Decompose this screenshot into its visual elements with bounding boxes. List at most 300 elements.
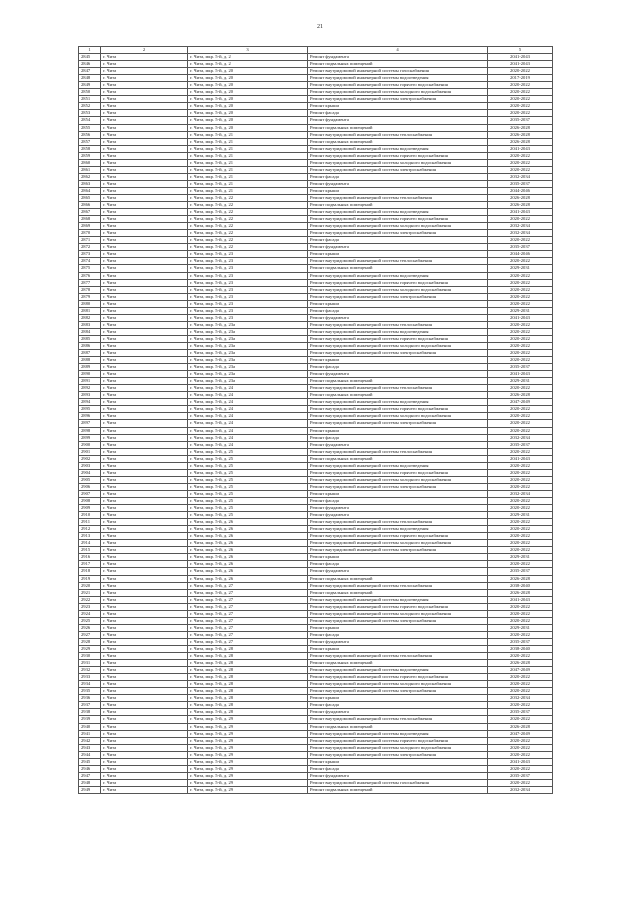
period-cell: 2029-2031 (488, 307, 553, 314)
period-cell: 2035-2037 (488, 709, 553, 716)
locality-cell: г. Чита (101, 462, 188, 469)
table-row (79, 194, 553, 201)
period-cell: 2041-2043 (488, 596, 553, 603)
row-number-cell: 2946 (79, 765, 101, 772)
locality-cell: г. Чита (101, 681, 188, 688)
period-cell: 2026-2028 (488, 575, 553, 582)
address-cell: г. Чита, мкр. 5-й, д. 21 (188, 138, 308, 145)
locality-cell: г. Чита (101, 786, 188, 793)
work-type-cell: Ремонт подвальных помещений (308, 138, 488, 145)
address-cell: г. Чита, мкр. 5-й, д. 23а (188, 342, 308, 349)
row-number-cell: 2911 (79, 519, 101, 526)
period-cell: 2020-2022 (488, 342, 553, 349)
locality-cell: г. Чита (101, 533, 188, 540)
row-number-cell: 2929 (79, 645, 101, 652)
period-cell: 2020-2022 (488, 526, 553, 533)
address-cell: г. Чита, мкр. 5-й, д. 24 (188, 385, 308, 392)
locality-cell: г. Чита (101, 638, 188, 645)
locality-cell: г. Чита (101, 371, 188, 378)
table-row (79, 420, 553, 427)
work-type-cell: Ремонт подвальных помещений (308, 392, 488, 399)
locality-cell: г. Чита (101, 772, 188, 779)
address-cell: г. Чита, мкр. 5-й, д. 24 (188, 420, 308, 427)
period-cell: 2020-2022 (488, 737, 553, 744)
row-number-cell: 2949 (79, 786, 101, 793)
period-cell: 2035-2037 (488, 568, 553, 575)
row-number-cell: 2876 (79, 272, 101, 279)
locality-cell: г. Чита (101, 653, 188, 660)
period-cell: 2032-2034 (488, 434, 553, 441)
table-row (79, 138, 553, 145)
table-row (79, 695, 553, 702)
work-type-cell: Ремонт фасада (308, 702, 488, 709)
row-number-cell: 2859 (79, 152, 101, 159)
address-cell: г. Чита, мкр. 5-й, д. 22 (188, 209, 308, 216)
locality-cell: г. Чита (101, 476, 188, 483)
period-cell: 2020-2022 (488, 427, 553, 434)
locality-cell: г. Чита (101, 223, 188, 230)
period-cell: 2020-2022 (488, 110, 553, 117)
row-number-cell: 2912 (79, 526, 101, 533)
table-row (79, 61, 553, 68)
work-type-cell: Ремонт подвальных помещений (308, 265, 488, 272)
work-type-cell: Ремонт внутридомовой инженерной системы горячего водоснабжения (308, 674, 488, 681)
work-type-cell: Ремонт внутридомовой инженерной системы водоотведения (308, 399, 488, 406)
period-cell: 2020-2022 (488, 385, 553, 392)
row-number-cell: 2865 (79, 194, 101, 201)
locality-cell: г. Чита (101, 575, 188, 582)
row-number-cell: 2858 (79, 145, 101, 152)
work-type-cell: Ремонт внутридомовой инженерной системы электроснабжения (308, 293, 488, 300)
locality-cell: г. Чита (101, 589, 188, 596)
table-row (79, 709, 553, 716)
period-cell: 2020-2022 (488, 286, 553, 293)
locality-cell: г. Чита (101, 519, 188, 526)
work-type-cell: Ремонт внутридомовой инженерной системы холодного водоснабжения (308, 286, 488, 293)
row-number-cell: 2910 (79, 512, 101, 519)
row-number-cell: 2849 (79, 82, 101, 89)
table-row (79, 237, 553, 244)
work-type-cell: Ремонт внутридомовой инженерной системы электроснабжения (308, 230, 488, 237)
locality-cell: г. Чита (101, 364, 188, 371)
period-cell: 2026-2028 (488, 589, 553, 596)
locality-cell: г. Чита (101, 709, 188, 716)
address-cell: г. Чита, мкр. 5-й, д. 28 (188, 674, 308, 681)
row-number-cell: 2850 (79, 89, 101, 96)
address-cell: г. Чита, мкр. 5-й, д. 24 (188, 392, 308, 399)
address-cell: г. Чита, мкр. 5-й, д. 27 (188, 617, 308, 624)
period-cell: 2035-2037 (488, 441, 553, 448)
period-cell: 2020-2022 (488, 469, 553, 476)
period-cell: 2026-2028 (488, 660, 553, 667)
row-number-cell: 2907 (79, 490, 101, 497)
locality-cell: г. Чита (101, 695, 188, 702)
locality-cell: г. Чита (101, 194, 188, 201)
table-row (79, 427, 553, 434)
period-cell: 2041-2043 (488, 758, 553, 765)
table-row (79, 737, 553, 744)
row-number-cell: 2919 (79, 575, 101, 582)
address-cell: г. Чита, мкр. 5-й, д. 25 (188, 490, 308, 497)
period-cell: 2020-2022 (488, 610, 553, 617)
table-row (79, 258, 553, 265)
work-type-cell: Ремонт подвальных помещений (308, 660, 488, 667)
work-type-cell: Ремонт внутридомовой инженерной системы водоотведения (308, 730, 488, 737)
locality-cell: г. Чита (101, 54, 188, 61)
address-cell: г. Чита, мкр. 5-й, д. 29 (188, 730, 308, 737)
column-header-1: 1 (79, 47, 101, 54)
table-row (79, 596, 553, 603)
period-cell: 2047-2049 (488, 667, 553, 674)
table-row (79, 124, 553, 131)
locality-cell: г. Чита (101, 307, 188, 314)
table-row (79, 498, 553, 505)
period-cell: 2029-2031 (488, 554, 553, 561)
row-number-cell: 2861 (79, 166, 101, 173)
period-cell: 2020-2022 (488, 561, 553, 568)
address-cell: г. Чита, мкр. 5-й, д. 23а (188, 321, 308, 328)
locality-cell: г. Чита (101, 512, 188, 519)
address-cell: г. Чита, мкр. 5-й, д. 21 (188, 152, 308, 159)
locality-cell: г. Чита (101, 490, 188, 497)
period-cell: 2035-2037 (488, 117, 553, 124)
table-row (79, 307, 553, 314)
period-cell: 2020-2022 (488, 462, 553, 469)
work-type-cell: Ремонт крыши (308, 427, 488, 434)
address-cell: г. Чита, мкр. 5-й, д. 28 (188, 660, 308, 667)
row-number-cell: 2945 (79, 758, 101, 765)
period-cell: 2026-2028 (488, 131, 553, 138)
table-row (79, 786, 553, 793)
row-number-cell: 2932 (79, 667, 101, 674)
locality-cell: г. Чита (101, 420, 188, 427)
address-cell: г. Чита, мкр. 5-й, д. 27 (188, 638, 308, 645)
row-number-cell: 2917 (79, 561, 101, 568)
locality-cell: г. Чита (101, 300, 188, 307)
address-cell: г. Чита, мкр. 5-й, д. 27 (188, 582, 308, 589)
work-type-cell: Ремонт подвальных помещений (308, 124, 488, 131)
table-row (79, 660, 553, 667)
work-type-cell: Ремонт фундамента (308, 117, 488, 124)
work-type-cell: Ремонт фасада (308, 765, 488, 772)
repair-schedule-table (78, 46, 553, 794)
locality-cell: г. Чита (101, 385, 188, 392)
table-row (79, 716, 553, 723)
period-cell: 2020-2022 (488, 688, 553, 695)
table-row (79, 533, 553, 540)
address-cell: г. Чита, мкр. 5-й, д. 29 (188, 744, 308, 751)
locality-cell: г. Чита (101, 209, 188, 216)
row-number-cell: 2925 (79, 617, 101, 624)
address-cell: г. Чита, мкр. 5-й, д. 23 (188, 293, 308, 300)
locality-cell: г. Чита (101, 547, 188, 554)
locality-cell: г. Чита (101, 483, 188, 490)
address-cell: г. Чита, мкр. 5-й, д. 21 (188, 187, 308, 194)
work-type-cell: Ремонт внутридомовой инженерной системы электроснабжения (308, 617, 488, 624)
row-number-cell: 2926 (79, 624, 101, 631)
period-cell: 2020-2022 (488, 216, 553, 223)
address-cell: г. Чита, мкр. 5-й, д. 27 (188, 596, 308, 603)
table-row (79, 145, 553, 152)
period-cell: 2035-2037 (488, 364, 553, 371)
row-number-cell: 2877 (79, 279, 101, 286)
work-type-cell: Ремонт внутридомовой инженерной системы водоотведения (308, 596, 488, 603)
row-number-cell: 2927 (79, 631, 101, 638)
work-type-cell: Ремонт внутридомовой инженерной системы электроснабжения (308, 547, 488, 554)
locality-cell: г. Чита (101, 561, 188, 568)
work-type-cell: Ремонт фундамента (308, 772, 488, 779)
table-row (79, 335, 553, 342)
period-cell: 2029-2031 (488, 512, 553, 519)
address-cell: г. Чита, мкр. 5-й, д. 29 (188, 779, 308, 786)
period-cell: 2020-2022 (488, 328, 553, 335)
table-row (79, 272, 553, 279)
address-cell: г. Чита, мкр. 5-й, д. 29 (188, 765, 308, 772)
period-cell: 2035-2037 (488, 772, 553, 779)
work-type-cell: Ремонт внутридомовой инженерной системы горячего водоснабжения (308, 533, 488, 540)
work-type-cell: Ремонт крыши (308, 490, 488, 497)
address-cell: г. Чита, мкр. 5-й, д. 26 (188, 533, 308, 540)
table-row (79, 364, 553, 371)
row-number-cell: 2897 (79, 420, 101, 427)
row-number-cell: 2857 (79, 138, 101, 145)
locality-cell: г. Чита (101, 321, 188, 328)
table-row (79, 357, 553, 364)
locality-cell: г. Чита (101, 378, 188, 385)
period-cell: 2020-2022 (488, 279, 553, 286)
row-number-cell: 2869 (79, 223, 101, 230)
row-number-cell: 2899 (79, 434, 101, 441)
locality-cell: г. Чита (101, 166, 188, 173)
work-type-cell: Ремонт внутридомовой инженерной системы теплоснабжения (308, 582, 488, 589)
table-row (79, 575, 553, 582)
work-type-cell: Ремонт внутридомовой инженерной системы теплоснабжения (308, 131, 488, 138)
address-cell: г. Чита, мкр. 5-й, д. 29 (188, 758, 308, 765)
locality-cell: г. Чита (101, 624, 188, 631)
locality-cell: г. Чита (101, 230, 188, 237)
period-cell: 2029-2031 (488, 265, 553, 272)
address-cell: г. Чита, мкр. 5-й, д. 22 (188, 223, 308, 230)
table-row (79, 117, 553, 124)
row-number-cell: 2885 (79, 335, 101, 342)
work-type-cell: Ремонт внутридомовой инженерной системы водоотведения (308, 75, 488, 82)
row-number-cell: 2947 (79, 772, 101, 779)
period-cell: 2020-2022 (488, 483, 553, 490)
table-row (79, 624, 553, 631)
row-number-cell: 2860 (79, 159, 101, 166)
table-row (79, 173, 553, 180)
period-cell: 2020-2022 (488, 751, 553, 758)
work-type-cell: Ремонт внутридомовой инженерной системы горячего водоснабжения (308, 82, 488, 89)
work-type-cell: Ремонт крыши (308, 357, 488, 364)
work-type-cell: Ремонт внутридомовой инженерной системы электроснабжения (308, 420, 488, 427)
table-row (79, 159, 553, 166)
row-number-cell: 2898 (79, 427, 101, 434)
period-cell: 2020-2022 (488, 96, 553, 103)
address-cell: г. Чита, мкр. 5-й, д. 22 (188, 237, 308, 244)
period-cell: 2020-2022 (488, 300, 553, 307)
row-number-cell: 2880 (79, 300, 101, 307)
table-row (79, 688, 553, 695)
period-cell: 2026-2028 (488, 202, 553, 209)
row-number-cell: 2901 (79, 448, 101, 455)
period-cell: 2041-2043 (488, 54, 553, 61)
row-number-cell: 2918 (79, 568, 101, 575)
address-cell: г. Чита, мкр. 5-й, д. 28 (188, 653, 308, 660)
row-number-cell: 2948 (79, 779, 101, 786)
table-row (79, 490, 553, 497)
work-type-cell: Ремонт подвальных помещений (308, 723, 488, 730)
address-cell: г. Чита, мкр. 5-й, д. 24 (188, 441, 308, 448)
work-type-cell: Ремонт внутридомовой инженерной системы холодного водоснабжения (308, 476, 488, 483)
locality-cell: г. Чита (101, 75, 188, 82)
table-row (79, 75, 553, 82)
address-cell: г. Чита, мкр. 5-й, д. 29 (188, 786, 308, 793)
address-cell: г. Чита, мкр. 5-й, д. 23а (188, 335, 308, 342)
work-type-cell: Ремонт внутридомовой инженерной системы холодного водоснабжения (308, 89, 488, 96)
locality-cell: г. Чита (101, 131, 188, 138)
address-cell: г. Чита, мкр. 5-й, д. 22 (188, 244, 308, 251)
row-number-cell: 2915 (79, 547, 101, 554)
row-number-cell: 2940 (79, 723, 101, 730)
row-number-cell: 2922 (79, 596, 101, 603)
period-cell: 2032-2034 (488, 230, 553, 237)
table-row (79, 723, 553, 730)
work-type-cell: Ремонт фундамента (308, 709, 488, 716)
address-cell: г. Чита, мкр. 5-й, д. 21 (188, 180, 308, 187)
period-cell: 2020-2022 (488, 82, 553, 89)
address-cell: г. Чита, мкр. 5-й, д. 2 (188, 54, 308, 61)
table-row (79, 251, 553, 258)
row-number-cell: 2931 (79, 660, 101, 667)
work-type-cell: Ремонт внутридомовой инженерной системы водоотведения (308, 526, 488, 533)
table-row (79, 674, 553, 681)
table-row (79, 131, 553, 138)
period-cell: 2047-2049 (488, 730, 553, 737)
row-number-cell: 2908 (79, 498, 101, 505)
locality-cell: г. Чита (101, 110, 188, 117)
table-row (79, 187, 553, 194)
table-row (79, 392, 553, 399)
period-cell: 2032-2034 (488, 490, 553, 497)
period-cell: 2035-2037 (488, 638, 553, 645)
locality-cell: г. Чита (101, 758, 188, 765)
row-number-cell: 2893 (79, 392, 101, 399)
address-cell: г. Чита, мкр. 5-й, д. 28 (188, 702, 308, 709)
locality-cell: г. Чита (101, 138, 188, 145)
row-number-cell: 2867 (79, 209, 101, 216)
work-type-cell: Ремонт внутридомовой инженерной системы холодного водоснабжения (308, 610, 488, 617)
table-row (79, 265, 553, 272)
address-cell: г. Чита, мкр. 5-й, д. 22 (188, 194, 308, 201)
table-row (79, 469, 553, 476)
table-row (79, 223, 553, 230)
table-row (79, 448, 553, 455)
work-type-cell: Ремонт внутридомовой инженерной системы электроснабжения (308, 166, 488, 173)
row-number-cell: 2903 (79, 462, 101, 469)
period-cell: 2041-2043 (488, 371, 553, 378)
locality-cell: г. Чита (101, 540, 188, 547)
period-cell: 2026-2028 (488, 194, 553, 201)
locality-cell: г. Чита (101, 82, 188, 89)
row-number-cell: 2866 (79, 202, 101, 209)
row-number-cell: 2921 (79, 589, 101, 596)
address-cell: г. Чита, мкр. 5-й, д. 20 (188, 124, 308, 131)
period-cell: 2020-2022 (488, 448, 553, 455)
table-row (79, 286, 553, 293)
address-cell: г. Чита, мкр. 5-й, д. 20 (188, 68, 308, 75)
locality-cell: г. Чита (101, 96, 188, 103)
address-cell: г. Чита, мкр. 5-й, д. 29 (188, 751, 308, 758)
period-cell: 2044-2046 (488, 251, 553, 258)
address-cell: г. Чита, мкр. 5-й, д. 28 (188, 681, 308, 688)
table-row (79, 110, 553, 117)
address-cell: г. Чита, мкр. 5-й, д. 23а (188, 357, 308, 364)
table-row (79, 209, 553, 216)
work-type-cell: Ремонт подвальных помещений (308, 575, 488, 582)
row-number-cell: 2854 (79, 117, 101, 124)
row-number-cell: 2924 (79, 610, 101, 617)
row-number-cell: 2848 (79, 75, 101, 82)
address-cell: г. Чита, мкр. 5-й, д. 26 (188, 561, 308, 568)
locality-cell: г. Чита (101, 716, 188, 723)
page-number: 21 (317, 24, 323, 30)
table-row (79, 166, 553, 173)
period-cell: 2020-2022 (488, 321, 553, 328)
locality-cell: г. Чита (101, 702, 188, 709)
row-number-cell: 2941 (79, 730, 101, 737)
row-number-cell: 2883 (79, 321, 101, 328)
work-type-cell: Ремонт внутридомовой инженерной системы горячего водоснабжения (308, 737, 488, 744)
address-cell: г. Чита, мкр. 5-й, д. 24 (188, 413, 308, 420)
period-cell: 2020-2022 (488, 631, 553, 638)
table-row (79, 617, 553, 624)
period-cell: 2020-2022 (488, 357, 553, 364)
locality-cell: г. Чита (101, 660, 188, 667)
work-type-cell: Ремонт внутридомовой инженерной системы горячего водоснабжения (308, 406, 488, 413)
locality-cell: г. Чита (101, 779, 188, 786)
address-cell: г. Чита, мкр. 5-й, д. 22 (188, 202, 308, 209)
table-row (79, 385, 553, 392)
work-type-cell: Ремонт внутридомовой инженерной системы теплоснабжения (308, 194, 488, 201)
table-row (79, 293, 553, 300)
row-number-cell: 2864 (79, 187, 101, 194)
locality-cell: г. Чита (101, 498, 188, 505)
address-cell: г. Чита, мкр. 5-й, д. 20 (188, 96, 308, 103)
table-row (79, 667, 553, 674)
row-number-cell: 2845 (79, 54, 101, 61)
row-number-cell: 2906 (79, 483, 101, 490)
row-number-cell: 2887 (79, 350, 101, 357)
work-type-cell: Ремонт фасада (308, 173, 488, 180)
row-number-cell: 2872 (79, 244, 101, 251)
address-cell: г. Чита, мкр. 5-й, д. 21 (188, 159, 308, 166)
locality-cell: г. Чита (101, 61, 188, 68)
locality-cell: г. Чита (101, 526, 188, 533)
table-row (79, 328, 553, 335)
work-type-cell: Ремонт внутридомовой инженерной системы водоотведения (308, 462, 488, 469)
work-type-cell: Ремонт внутридомовой инженерной системы холодного водоснабжения (308, 223, 488, 230)
period-cell: 2020-2022 (488, 653, 553, 660)
address-cell: г. Чита, мкр. 5-й, д. 25 (188, 505, 308, 512)
work-type-cell: Ремонт внутридомовой инженерной системы горячего водоснабжения (308, 152, 488, 159)
work-type-cell: Ремонт фундамента (308, 512, 488, 519)
row-number-cell: 2920 (79, 582, 101, 589)
address-cell: г. Чита, мкр. 5-й, д. 27 (188, 603, 308, 610)
row-number-cell: 2937 (79, 702, 101, 709)
locality-cell: г. Чита (101, 751, 188, 758)
period-cell: 2020-2022 (488, 103, 553, 110)
